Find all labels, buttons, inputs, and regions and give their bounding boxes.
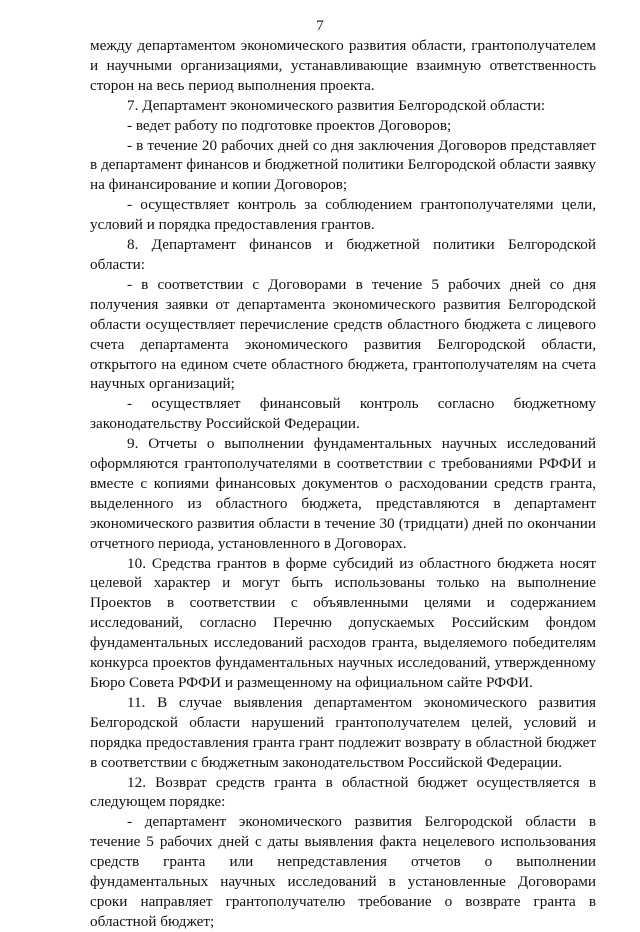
paragraph: - ведет работу по подготовке проектов Договоров; <box>127 116 452 134</box>
paragraph: 11. В случае выявления департаментом экономического развития Белгородской области нарушений грантополучателем целей, условий и порядка предоставления гранта грант подлежит возврату в областной бюджет в соответствии с бюджетным законодательством Российской Федерации. <box>90 693 596 771</box>
paragraph: - осуществляет финансовый контроль согласно бюджетному законодательству Российской Федерации. <box>90 395 596 433</box>
paragraph: - осуществляет контроль за соблюдением грантополучателями цели, условий и порядка предоставления грантов. <box>90 196 596 234</box>
page-number: 7 <box>316 18 324 34</box>
paragraph: - департамент экономического развития Белгородской области в течение 5 рабочих дней с даты выявления факта нецелевого использования средств гранта или непредставления отчетов о выполнении фундаментальных научных исследований в установленные Договорами сроки направляет грантополучателю требование о возврате гранта в областной бюджет; <box>90 813 596 930</box>
paragraph: между департаментом экономического развития области, грантополучателем и научными организациями, устанавливающие взаимную ответственность сторон на весь период выполнения проекта. <box>90 37 596 94</box>
paragraph: 10. Средства грантов в форме субсидий из областного бюджета носят целевой характер и могут быть использованы только на выполнение Проектов в соответствии с объявленными целями и содержанием исследований, согласно Перечню допускаемых Российским фондом фундаментальных исследований расходов гранта, выделяемого победителям конкурса проектов фундаментальных научных исследований, утвержденному Бюро Совета РФФИ и размещенному на официальном сайте РФФИ. <box>90 554 596 691</box>
paragraph: 8. Департамент финансов и бюджетной политики Белгородской области: <box>90 236 596 273</box>
paragraph: 9. Отчеты о выполнении фундаментальных научных исследований оформляются грантополучателями в соответствии с требованиями РФФИ и вместе с копиями финансовых документов о расходовании средств гранта, выделенного из областного бюджета, представляются в департамент экономического развития области в течение 30 (тридцати) дней по окончании отчетного периода, установленного в Договорах. <box>90 435 596 552</box>
paragraph: 12. Возврат средств гранта в областной бюджет осуществляется в следующем порядке: <box>90 773 596 811</box>
paragraph: - в течение 20 рабочих дней со дня заключения Договоров представляет в департамент финансов и бюджетной политики Белгородской области заявку на финансирование и копии Договоров; <box>90 136 596 194</box>
paragraph: 7. Департамент экономического развития Белгородской области: <box>127 96 546 114</box>
document-body <box>90 36 596 932</box>
paragraph: - в соответствии с Договорами в течение 5 рабочих дней со дня получения заявки от департамента экономического развития Белгородской области осуществляет перечисление средств областного бюджета с лицевого счета департамента экономического развития Белгородской области, открытого на едином счете областного бюджета, грантополучателям на счета научных организаций; <box>90 275 596 393</box>
